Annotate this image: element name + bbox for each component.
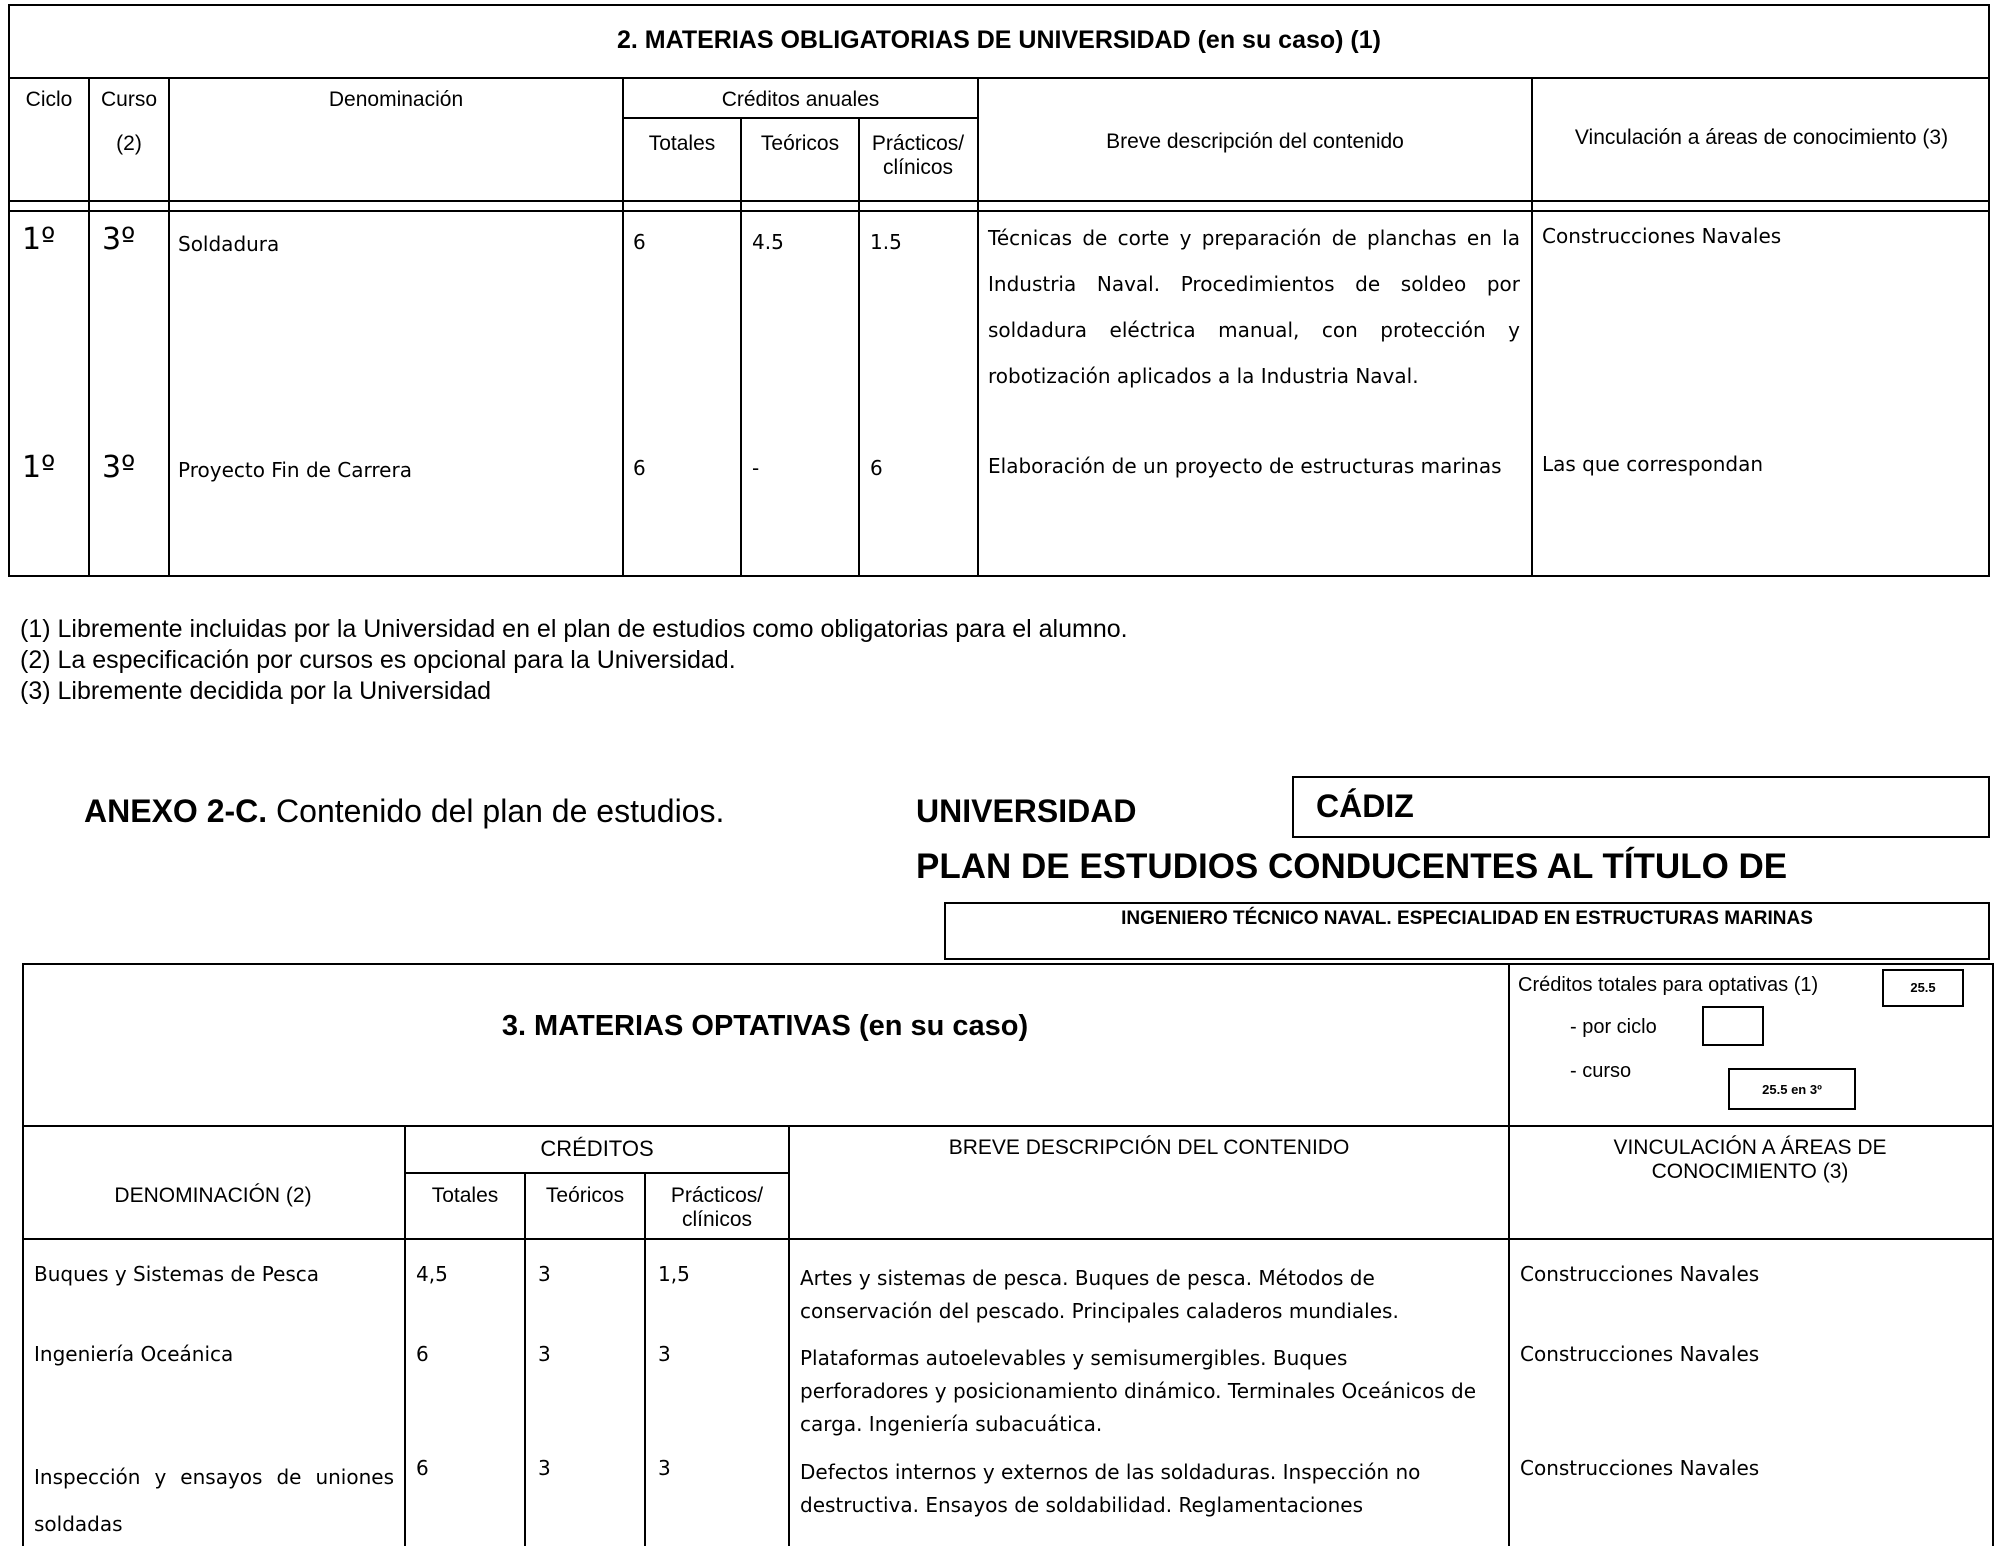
- header-practicos: Prácticos/ clínicos: [670, 1184, 764, 1231]
- header-denominacion: Denominación: [328, 88, 464, 111]
- row-totales: 4,5: [416, 1262, 448, 1286]
- header-teoricos: Teóricos: [760, 132, 840, 155]
- row-teoricos: 4.5: [752, 230, 784, 254]
- row-teoricos: 3: [538, 1342, 551, 1366]
- header-curso-note: (2): [116, 132, 142, 155]
- annex-label-rest: Contenido del plan de estudios.: [267, 793, 725, 829]
- header-creditos-anuales: Créditos anuales: [721, 88, 880, 111]
- row-teoricos: 3: [538, 1262, 551, 1286]
- creditos-totales-box: [1882, 969, 1964, 1007]
- header-teoricos: Teóricos: [545, 1184, 625, 1207]
- header-totales: Totales: [648, 132, 716, 155]
- row-vinculacion: Las que correspondan: [1542, 452, 1764, 476]
- plan-title: PLAN DE ESTUDIOS CONDUCENTES AL TÍTULO DE: [916, 847, 1788, 886]
- row-totales: 6: [633, 230, 646, 254]
- row-descripcion: Artes y sistemas de pesca. Buques de pesca. Métodos de conservación del pescado. Principales caladeros mundiales.: [800, 1266, 1399, 1323]
- row-teoricos: 3: [538, 1456, 551, 1480]
- row-practicos: 3: [658, 1342, 671, 1366]
- row-teoricos: -: [752, 456, 760, 480]
- row-curso: 3º: [102, 222, 136, 257]
- header-descripcion: BREVE DESCRIPCIÓN DEL CONTENIDO: [948, 1136, 1350, 1159]
- row-denominacion: Ingeniería Oceánica: [34, 1342, 234, 1366]
- header-practicos: Prácticos/ clínicos: [871, 132, 965, 179]
- row-vinculacion: Construcciones Navales: [1520, 1456, 1760, 1480]
- annex-label-bold: ANEXO 2-C.: [84, 793, 268, 829]
- header-vinculacion: Vinculación a áreas de conocimiento (3): [1574, 126, 1949, 149]
- row-practicos: 1,5: [658, 1262, 690, 1286]
- row-ciclo: 1º: [22, 222, 56, 257]
- titulo-box: [944, 902, 1990, 960]
- footnote: (3) Libremente decidida por la Universidad: [20, 677, 492, 705]
- curso-value: 25.5 en 3º: [1762, 1082, 1822, 1097]
- header-ciclo: Ciclo: [25, 88, 73, 111]
- section3-title: 3. MATERIAS OPTATIVAS (en su caso): [501, 1010, 1029, 1042]
- row-descripcion: Plataformas autoelevables y semisumergibles. Buques perforadores y posicionamiento dinámico. Terminales Oceánicos de carga. Ingeniería subacuática.: [800, 1346, 1477, 1436]
- creditos-totales-label: Créditos totales para optativas (1): [1518, 974, 1819, 996]
- row-descripcion: Técnicas de corte y preparación de planchas en la Industria Naval. Procedimientos de soldeo por soldadura eléctrica manual, con protección y robotización aplicados a la Industria Naval.: [988, 226, 1520, 388]
- row-curso: 3º: [102, 450, 136, 485]
- row-denominacion: Buques y Sistemas de Pesca: [34, 1262, 320, 1286]
- universidad-value: CÁDIZ: [1316, 788, 1414, 824]
- row-ciclo: 1º: [22, 450, 56, 485]
- universidad-label: UNIVERSIDAD: [916, 793, 1137, 829]
- row-vinculacion: Construcciones Navales: [1520, 1262, 1760, 1286]
- footnote: (1) Libremente incluidas por la Universidad en el plan de estudios como obligatorias para el alumno.: [20, 615, 1128, 643]
- header-descripcion: Breve descripción del contenido: [1106, 130, 1404, 153]
- por-ciclo-label: - por ciclo: [1570, 1016, 1657, 1038]
- row-totales: 6: [633, 456, 646, 480]
- row-practicos: 6: [870, 456, 883, 480]
- row-totales: 6: [416, 1456, 429, 1480]
- row-totales: 6: [416, 1342, 429, 1366]
- header-curso: Curso: [100, 88, 158, 111]
- row-denominacion: Inspección y ensayos de uniones soldadas: [34, 1465, 394, 1536]
- footnotes: [20, 614, 1128, 707]
- row-denominacion: Proyecto Fin de Carrera: [178, 458, 412, 482]
- titulo-value: INGENIERO TÉCNICO NAVAL. ESPECIALIDAD EN ESTRUCTURAS MARINAS: [1121, 908, 1813, 929]
- header-totales: Totales: [431, 1184, 499, 1207]
- curso-label: - curso: [1570, 1060, 1632, 1082]
- section2-title: 2. MATERIAS OBLIGATORIAS DE UNIVERSIDAD (en su caso) (1): [617, 26, 1381, 54]
- creditos-totales-value: 25.5: [1910, 980, 1936, 995]
- row-descripcion: Elaboración de un proyecto de estructuras marinas: [988, 454, 1502, 478]
- row-practicos: 1.5: [870, 230, 902, 254]
- row-vinculacion: Construcciones Navales: [1520, 1342, 1760, 1366]
- header-vinculacion: VINCULACIÓN A ÁREAS DE CONOCIMIENTO (3): [1613, 1136, 1887, 1183]
- row-descripcion: Defectos internos y externos de las soldaduras. Inspección no destructiva. Ensayos de soldabilidad. Reglamentaciones: [800, 1460, 1421, 1517]
- row-denominacion: Soldadura: [178, 232, 280, 256]
- row-vinculacion: Construcciones Navales: [1542, 224, 1782, 248]
- row-practicos: 3: [658, 1456, 671, 1480]
- header-creditos: CRÉDITOS: [540, 1136, 654, 1161]
- universidad-box: [1292, 776, 1990, 838]
- header-denominacion: DENOMINACIÓN (2): [114, 1184, 312, 1207]
- annex-label: [84, 793, 724, 830]
- footnote: (2) La especificación por cursos es opcional para la Universidad.: [20, 646, 736, 674]
- por-ciclo-box: [1702, 1006, 1764, 1046]
- curso-box: [1728, 1068, 1856, 1110]
